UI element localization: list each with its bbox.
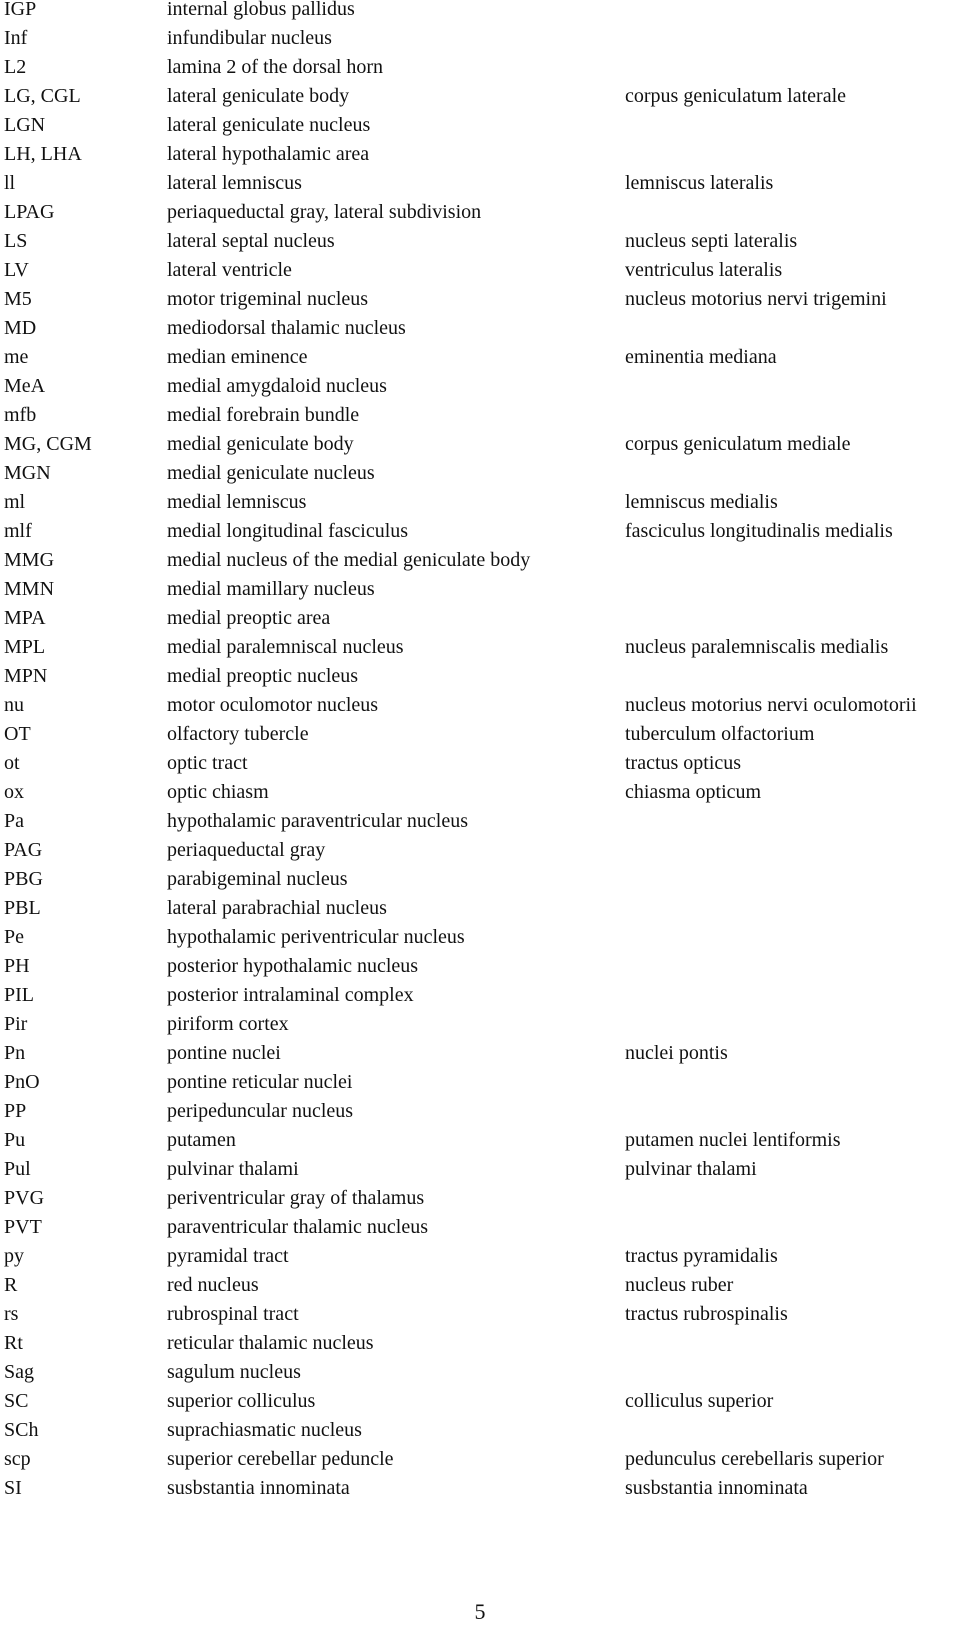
english-term-cell: lateral geniculate body bbox=[167, 85, 350, 107]
english-term-cell: lateral septal nucleus bbox=[167, 230, 335, 252]
english-term-cell: pontine nuclei bbox=[167, 1042, 281, 1064]
latin-term-cell bbox=[625, 53, 954, 82]
abbreviation-cell: PVG bbox=[4, 1187, 45, 1209]
latin-term-cell bbox=[625, 662, 954, 691]
table-row bbox=[4, 1300, 954, 1329]
abbreviation-cell: OT bbox=[4, 723, 31, 745]
abbreviation-cell: LPAG bbox=[4, 201, 55, 223]
table-row bbox=[4, 1184, 954, 1213]
abbreviation-cell: LV bbox=[4, 259, 29, 281]
latin-term-cell: lemniscus medialis bbox=[625, 491, 778, 513]
table-row bbox=[4, 314, 954, 343]
abbreviation-cell: Pn bbox=[4, 1042, 26, 1064]
latin-term-cell: lemniscus lateralis bbox=[625, 172, 774, 194]
abbreviation-cell: R bbox=[4, 1274, 18, 1296]
english-term-cell: susbstantia innominata bbox=[167, 1477, 350, 1499]
latin-term-cell: nucleus motorius nervi oculomotorii bbox=[625, 694, 917, 716]
table-row bbox=[4, 952, 954, 981]
abbreviation-cell: PP bbox=[4, 1100, 27, 1122]
latin-term-cell bbox=[625, 24, 954, 53]
english-term-cell: medial lemniscus bbox=[167, 491, 307, 513]
english-term-cell: lamina 2 of the dorsal horn bbox=[167, 56, 384, 78]
table-row bbox=[4, 1358, 954, 1387]
latin-term-cell bbox=[625, 140, 954, 169]
english-term-cell: internal globus pallidus bbox=[167, 0, 355, 20]
latin-term-cell: susbstantia innominata bbox=[625, 1477, 808, 1499]
latin-term-cell: corpus geniculatum laterale bbox=[625, 85, 847, 107]
abbreviation-cell: me bbox=[4, 346, 29, 368]
abbreviation-cell: LG, CGL bbox=[4, 85, 81, 107]
abbreviation-cell: PVT bbox=[4, 1216, 42, 1238]
abbreviation-table bbox=[4, 0, 954, 1503]
english-term-cell: periaqueductal gray bbox=[167, 839, 326, 861]
english-term-cell: mediodorsal thalamic nucleus bbox=[167, 317, 406, 339]
latin-term-cell: nucleus ruber bbox=[625, 1274, 734, 1296]
abbreviation-cell: MPN bbox=[4, 665, 48, 687]
table-row bbox=[4, 604, 954, 633]
table-row bbox=[4, 1097, 954, 1126]
table-row bbox=[4, 169, 954, 198]
abbreviation-cell: MGN bbox=[4, 462, 51, 484]
latin-term-cell bbox=[625, 1010, 954, 1039]
table-row bbox=[4, 923, 954, 952]
table-row bbox=[4, 662, 954, 691]
table-row bbox=[4, 981, 954, 1010]
table-row bbox=[4, 53, 954, 82]
table-row bbox=[4, 778, 954, 807]
latin-term-cell: tractus pyramidalis bbox=[625, 1245, 778, 1267]
abbreviation-cell: rs bbox=[4, 1303, 19, 1325]
english-term-cell: posterior hypothalamic nucleus bbox=[167, 955, 419, 977]
table-row bbox=[4, 488, 954, 517]
abbreviation-cell: nu bbox=[4, 694, 24, 716]
english-term-cell: lateral ventricle bbox=[167, 259, 292, 281]
abbreviation-cell: SCh bbox=[4, 1419, 39, 1441]
english-term-cell: paraventricular thalamic nucleus bbox=[167, 1216, 428, 1238]
table-row bbox=[4, 1416, 954, 1445]
table-row bbox=[4, 24, 954, 53]
english-term-cell: superior cerebellar peduncle bbox=[167, 1448, 394, 1470]
table-row bbox=[4, 227, 954, 256]
abbreviation-cell: ml bbox=[4, 491, 26, 513]
latin-term-cell: nucleus septi lateralis bbox=[625, 230, 798, 252]
table-row bbox=[4, 0, 954, 24]
latin-term-cell bbox=[625, 1213, 954, 1242]
table-row bbox=[4, 285, 954, 314]
english-term-cell: periventricular gray of thalamus bbox=[167, 1187, 425, 1209]
latin-term-cell bbox=[625, 1184, 954, 1213]
abbreviation-cell: PAG bbox=[4, 839, 43, 861]
latin-term-cell: tractus opticus bbox=[625, 752, 742, 774]
abbreviation-cell: LGN bbox=[4, 114, 46, 136]
latin-term-cell bbox=[625, 546, 954, 575]
table-row bbox=[4, 1126, 954, 1155]
latin-term-cell bbox=[625, 1097, 954, 1126]
table-row bbox=[4, 82, 954, 111]
latin-term-cell: fasciculus longitudinalis medialis bbox=[625, 520, 893, 542]
abbreviation-cell: mlf bbox=[4, 520, 32, 542]
latin-term-cell: corpus geniculatum mediale bbox=[625, 433, 851, 455]
table-row bbox=[4, 865, 954, 894]
english-term-cell: peripeduncular nucleus bbox=[167, 1100, 354, 1122]
english-term-cell: medial amygdaloid nucleus bbox=[167, 375, 387, 397]
latin-term-cell bbox=[625, 0, 954, 24]
latin-term-cell bbox=[625, 314, 954, 343]
abbreviation-cell: SI bbox=[4, 1477, 22, 1499]
english-term-cell: motor oculomotor nucleus bbox=[167, 694, 379, 716]
abbreviation-cell: LS bbox=[4, 230, 28, 252]
latin-term-cell: colliculus superior bbox=[625, 1390, 774, 1412]
english-term-cell: periaqueductal gray, lateral subdivision bbox=[167, 201, 482, 223]
table-row bbox=[4, 459, 954, 488]
abbreviation-cell: MD bbox=[4, 317, 37, 339]
abbreviation-cell: SC bbox=[4, 1390, 29, 1412]
english-term-cell: lateral geniculate nucleus bbox=[167, 114, 371, 136]
english-term-cell: medial forebrain bundle bbox=[167, 404, 360, 426]
english-term-cell: putamen bbox=[167, 1129, 236, 1151]
abbreviation-cell: mfb bbox=[4, 404, 37, 426]
english-term-cell: superior colliculus bbox=[167, 1390, 316, 1412]
abbreviation-cell: MMG bbox=[4, 549, 55, 571]
table-row bbox=[4, 807, 954, 836]
abbreviation-cell: Sag bbox=[4, 1361, 34, 1383]
english-term-cell: medial nucleus of the medial geniculate body bbox=[167, 549, 531, 571]
table-row bbox=[4, 1155, 954, 1184]
english-term-cell: pulvinar thalami bbox=[167, 1158, 299, 1180]
latin-term-cell bbox=[625, 1068, 954, 1097]
english-term-cell: reticular thalamic nucleus bbox=[167, 1332, 374, 1354]
abbreviation-cell: Pe bbox=[4, 926, 24, 948]
abbreviation-cell: py bbox=[4, 1245, 24, 1267]
table-row bbox=[4, 894, 954, 923]
english-term-cell: lateral parabrachial nucleus bbox=[167, 897, 387, 919]
abbreviation-cell: ot bbox=[4, 752, 20, 774]
abbreviation-cell: MPA bbox=[4, 607, 46, 629]
table-row bbox=[4, 836, 954, 865]
table-row bbox=[4, 575, 954, 604]
abbreviation-cell: MMN bbox=[4, 578, 55, 600]
table-row bbox=[4, 372, 954, 401]
latin-term-cell: tuberculum olfactorium bbox=[625, 723, 815, 745]
latin-term-cell: nucleus motorius nervi trigemini bbox=[625, 288, 887, 310]
latin-term-cell bbox=[625, 836, 954, 865]
table-row bbox=[4, 140, 954, 169]
latin-term-cell bbox=[625, 894, 954, 923]
table-row bbox=[4, 720, 954, 749]
english-term-cell: medial mamillary nucleus bbox=[167, 578, 375, 600]
abbreviation-cell: PIL bbox=[4, 984, 34, 1006]
abbreviation-cell: MPL bbox=[4, 636, 46, 658]
latin-term-cell: eminentia mediana bbox=[625, 346, 777, 368]
english-term-cell: medial preoptic area bbox=[167, 607, 331, 629]
table-row bbox=[4, 111, 954, 140]
table-row bbox=[4, 256, 954, 285]
english-term-cell: posterior intralaminal complex bbox=[167, 984, 414, 1006]
english-term-cell: pontine reticular nuclei bbox=[167, 1071, 353, 1093]
table-row bbox=[4, 749, 954, 778]
latin-term-cell bbox=[625, 807, 954, 836]
abbreviation-cell: PnO bbox=[4, 1071, 40, 1093]
english-term-cell: optic tract bbox=[167, 752, 248, 774]
table-row bbox=[4, 691, 954, 720]
abbreviation-cell: ll bbox=[4, 172, 16, 194]
table-row bbox=[4, 1271, 954, 1300]
english-term-cell: motor trigeminal nucleus bbox=[167, 288, 369, 310]
table-row bbox=[4, 198, 954, 227]
latin-term-cell bbox=[625, 111, 954, 140]
table-row bbox=[4, 633, 954, 662]
latin-term-cell: ventriculus lateralis bbox=[625, 259, 783, 281]
abbreviation-cell: PBG bbox=[4, 868, 43, 890]
latin-term-cell: chiasma opticum bbox=[625, 781, 762, 803]
table-row bbox=[4, 1039, 954, 1068]
latin-term-cell: pulvinar thalami bbox=[625, 1158, 757, 1180]
abbreviation-cell: IGP bbox=[4, 0, 37, 20]
english-term-cell: suprachiasmatic nucleus bbox=[167, 1419, 362, 1441]
abbreviation-cell: PH bbox=[4, 955, 30, 977]
abbreviation-cell: Inf bbox=[4, 27, 28, 49]
table-row bbox=[4, 517, 954, 546]
latin-term-cell: putamen nuclei lentiformis bbox=[625, 1129, 841, 1151]
latin-term-cell bbox=[625, 372, 954, 401]
abbreviation-cell: Rt bbox=[4, 1332, 23, 1354]
english-term-cell: medial preoptic nucleus bbox=[167, 665, 359, 687]
abbreviation-cell: scp bbox=[4, 1448, 31, 1470]
english-term-cell: lateral hypothalamic area bbox=[167, 143, 370, 165]
latin-term-cell bbox=[625, 459, 954, 488]
abbreviation-cell: M5 bbox=[4, 288, 32, 310]
table-row bbox=[4, 1474, 954, 1503]
english-term-cell: medial geniculate body bbox=[167, 433, 354, 455]
latin-term-cell bbox=[625, 952, 954, 981]
latin-term-cell: nuclei pontis bbox=[625, 1042, 728, 1064]
abbreviation-cell: LH, LHA bbox=[4, 143, 82, 165]
table-row bbox=[4, 1329, 954, 1358]
english-term-cell: median eminence bbox=[167, 346, 308, 368]
table-row bbox=[4, 430, 954, 459]
table-row bbox=[4, 1242, 954, 1271]
page-number: 5 bbox=[474, 1599, 486, 1624]
table-row bbox=[4, 401, 954, 430]
latin-term-cell: tractus rubrospinalis bbox=[625, 1303, 788, 1325]
latin-term-cell bbox=[625, 575, 954, 604]
english-term-cell: sagulum nucleus bbox=[167, 1361, 301, 1383]
table-row bbox=[4, 1068, 954, 1097]
latin-term-cell bbox=[625, 1416, 954, 1445]
table-row bbox=[4, 1010, 954, 1039]
english-term-cell: hypothalamic periventricular nucleus bbox=[167, 926, 465, 948]
abbreviation-cell: MeA bbox=[4, 375, 46, 397]
table-row bbox=[4, 1387, 954, 1416]
table-row bbox=[4, 343, 954, 372]
abbreviation-cell: Pir bbox=[4, 1013, 28, 1035]
abbreviation-cell: ox bbox=[4, 781, 24, 803]
abbreviation-table-body bbox=[4, 0, 954, 1503]
abbreviation-cell: L2 bbox=[4, 56, 27, 78]
latin-term-cell bbox=[625, 401, 954, 430]
english-term-cell: lateral lemniscus bbox=[167, 172, 302, 194]
english-term-cell: optic chiasm bbox=[167, 781, 269, 803]
latin-term-cell bbox=[625, 981, 954, 1010]
abbreviation-cell: Pul bbox=[4, 1158, 31, 1180]
abbreviation-cell: MG, CGM bbox=[4, 433, 92, 455]
english-term-cell: pyramidal tract bbox=[167, 1245, 289, 1267]
english-term-cell: medial geniculate nucleus bbox=[167, 462, 375, 484]
english-term-cell: medial paralemniscal nucleus bbox=[167, 636, 404, 658]
latin-term-cell bbox=[625, 1329, 954, 1358]
latin-term-cell: pedunculus cerebellaris superior bbox=[625, 1448, 884, 1470]
latin-term-cell bbox=[625, 604, 954, 633]
latin-term-cell bbox=[625, 1358, 954, 1387]
english-term-cell: infundibular nucleus bbox=[167, 27, 332, 49]
english-term-cell: piriform cortex bbox=[167, 1013, 289, 1035]
abbreviation-cell: PBL bbox=[4, 897, 41, 919]
english-term-cell: rubrospinal tract bbox=[167, 1303, 299, 1325]
abbreviation-cell: Pa bbox=[4, 810, 24, 832]
latin-term-cell: nucleus paralemniscalis medialis bbox=[625, 636, 889, 658]
latin-term-cell bbox=[625, 198, 954, 227]
english-term-cell: medial longitudinal fasciculus bbox=[167, 520, 409, 542]
table-row bbox=[4, 1213, 954, 1242]
english-term-cell: red nucleus bbox=[167, 1274, 259, 1296]
abbreviation-cell: Pu bbox=[4, 1129, 26, 1151]
english-term-cell: hypothalamic paraventricular nucleus bbox=[167, 810, 468, 832]
latin-term-cell bbox=[625, 923, 954, 952]
latin-term-cell bbox=[625, 865, 954, 894]
english-term-cell: parabigeminal nucleus bbox=[167, 868, 348, 890]
table-row bbox=[4, 1445, 954, 1474]
table-row bbox=[4, 546, 954, 575]
english-term-cell: olfactory tubercle bbox=[167, 723, 309, 745]
